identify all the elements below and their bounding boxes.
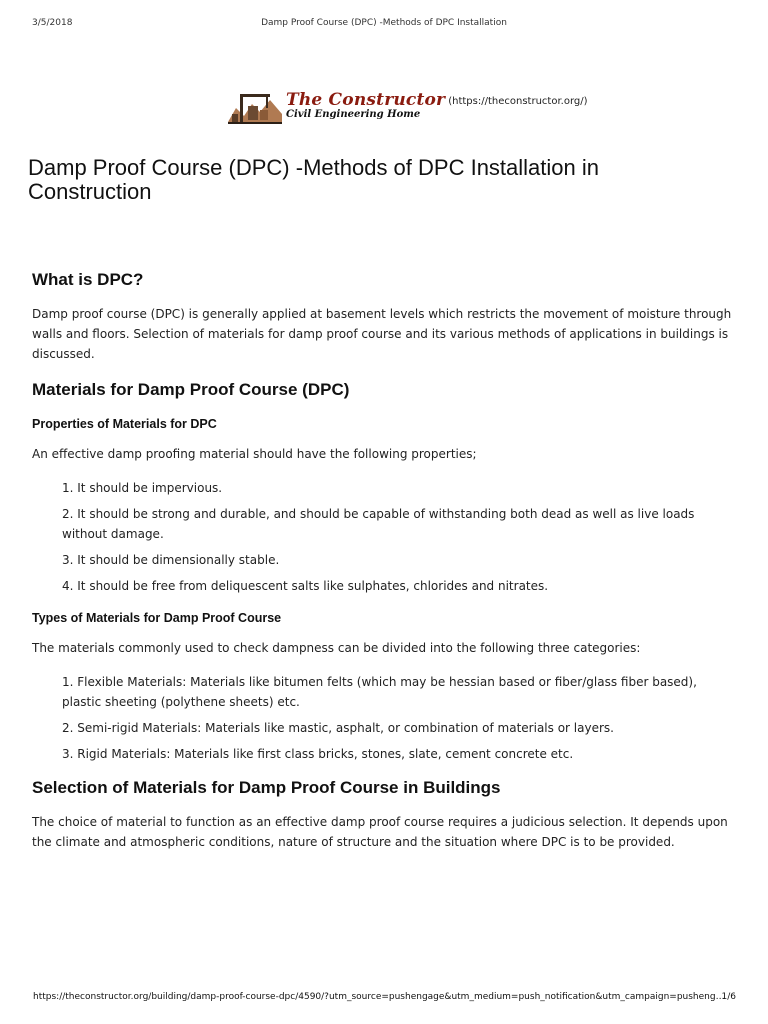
list-item: 3. It should be dimensionally stable. <box>62 553 280 567</box>
site-logo-link[interactable] <box>226 86 588 126</box>
article-body <box>32 270 732 852</box>
heading-selection: Selection of Materials for Damp Proof Course in Buildings <box>32 778 501 797</box>
page-number: 1/6 <box>721 992 736 1002</box>
heading-properties: Properties of Materials for DPC <box>32 417 217 431</box>
heading-what-is-dpc: What is DPC? <box>32 270 144 289</box>
list-item: 1. It should be impervious. <box>62 481 223 495</box>
paragraph-properties-intro: An effective damp proofing material should have the following properties; <box>32 447 477 461</box>
logo-tagline: Civil Engineering Home <box>286 109 421 120</box>
paragraph-selection: The choice of material to function as an effective damp proof course requires a judicious selection. It depends upon the climate and atmospheric conditions, nature of structure and the situation where DPC is to be provided. <box>32 815 728 849</box>
properties-list <box>32 478 732 596</box>
types-list <box>32 672 732 764</box>
list-item: 2. It should be strong and durable, and should be capable of withstanding both dead as well as live loads without damage. <box>62 507 695 541</box>
paragraph-what-is-dpc: Damp proof course (DPC) is generally applied at basement levels which restricts the movement of moisture through walls and floors. Selection of materials for damp proof course and its various methods of applications in buildings is discussed. <box>32 307 732 361</box>
list-item: 4. It should be free from deliquescent salts like sulphates, chlorides and nitrates. <box>62 579 549 593</box>
heading-materials: Materials for Damp Proof Course (DPC) <box>32 380 350 399</box>
paragraph-types-intro: The materials commonly used to check dampness can be divided into the following three categories: <box>32 641 641 655</box>
page-title: Damp Proof Course (DPC) -Methods of DPC Installation in Construction <box>28 155 599 204</box>
heading-types: Types of Materials for Damp Proof Course <box>32 611 282 625</box>
print-date: 3/5/2018 <box>32 18 73 28</box>
print-footer-url: https://theconstructor.org/building/damp-proof-course-dpc/4590/?utm_source=pushengage&utm_medium=push_notification&utm_campaign=pusheng… <box>33 992 725 1002</box>
construction-site-logo-icon <box>226 86 284 126</box>
list-item: 1. Flexible Materials: Materials like bitumen felts (which may be hessian based or fiber/glass fiber based), plastic sheeting (polythene sheets) etc. <box>62 675 697 709</box>
logo-url-link[interactable]: (https://theconstructor.org/) <box>448 96 588 107</box>
list-item: 3. Rigid Materials: Materials like first class bricks, stones, slate, cement concrete etc. <box>62 747 574 761</box>
list-item: 2. Semi-rigid Materials: Materials like mastic, asphalt, or combination of materials or layers. <box>62 721 614 735</box>
print-doc-title: Damp Proof Course (DPC) -Methods of DPC Installation <box>261 18 507 28</box>
logo-name: The Constructor <box>286 90 446 110</box>
logo-text <box>286 92 445 120</box>
